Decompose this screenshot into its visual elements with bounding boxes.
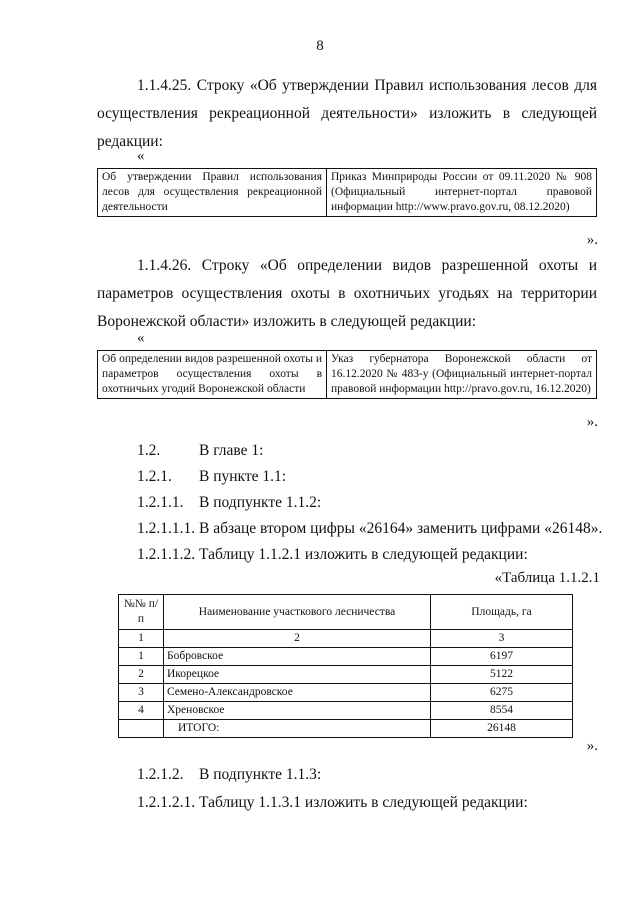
list-item (137, 466, 286, 488)
table-row (119, 666, 573, 684)
item-number: 1.2. (137, 442, 161, 459)
item-text: В пункте 1.1: (199, 468, 287, 485)
table-header-row (119, 595, 573, 630)
page-number: 8 (316, 38, 324, 54)
column-header-number: №№ п/п (119, 595, 164, 630)
table-row (119, 702, 573, 720)
act-name-cell: Об определении видов разрешенной охоты и параметров осуществления охоты в охотничьих угодий Воронежской области (98, 351, 327, 399)
item-text: Таблицу 1.1.3.1 изложить в следующей редакции: (199, 794, 528, 811)
open-quote-25: « (137, 148, 145, 164)
table-close-quote: ». (586, 738, 598, 754)
area-cell: 6197 (431, 648, 573, 666)
table-row (119, 648, 573, 666)
area-cell: 5122 (431, 666, 573, 684)
row-number-cell: 2 (119, 666, 164, 684)
item-number: 1.2.1. (137, 468, 172, 485)
act-source-cell: Приказ Минприроды России от 09.11.2020 № 908 (Официальный интернет-портал правовой информации http://www.pravo.gov.ru, 08.12.2020) (327, 169, 597, 217)
item-text: В подпункте 1.1.2: (199, 494, 322, 511)
paragraph-1-1-4-26: 1.1.4.26. Строку «Об определении видов разрешенной охоты и параметров осуществления охоты в охотничьих угодьях на территории Воронежской области» изложить в следующей редакции: (97, 257, 597, 330)
row-number-cell: 4 (119, 702, 164, 720)
item-text: В подпункте 1.1.3: (199, 766, 322, 783)
table-caption: «Таблица 1.1.2.1 (494, 570, 600, 586)
reference-table-25 (97, 168, 597, 217)
numbering-cell: 1 (119, 630, 164, 648)
table-row (98, 169, 597, 217)
item-number: 1.2.1.1. (137, 494, 184, 511)
reference-table-26 (97, 350, 597, 399)
item-number: 1.2.1.1.1. (137, 520, 196, 537)
table-row (98, 351, 597, 399)
numbering-cell: 3 (431, 630, 573, 648)
empty-cell (119, 720, 164, 738)
total-value-cell: 26148 (431, 720, 573, 738)
column-header-area: Площадь, га (431, 595, 573, 630)
act-name-cell: Об утверждении Правил использования лесов для осуществления рекреационной деятельности (98, 169, 327, 217)
item-text: В абзаце втором цифры «26164» заменить цифрами «26148». (199, 520, 603, 537)
total-label-cell: ИТОГО: (164, 720, 431, 738)
table-row (119, 684, 573, 702)
close-quote-25: ». (586, 232, 598, 248)
item-number: 1.2.1.2. (137, 766, 184, 783)
forestry-name-cell: Бобровское (164, 648, 431, 666)
list-item (137, 518, 602, 540)
row-number-cell: 1 (119, 648, 164, 666)
forestry-name-cell: Хреновское (164, 702, 431, 720)
row-number-cell: 3 (119, 684, 164, 702)
item-number: 1.2.1.2.1. (137, 794, 196, 811)
area-cell: 8554 (431, 702, 573, 720)
list-item (137, 544, 528, 566)
forestry-area-table (118, 594, 573, 738)
item-number: 1.2.1.1.2. (137, 546, 196, 563)
forestry-name-cell: Икорецкое (164, 666, 431, 684)
act-source-cell: Указ губернатора Воронежской области от 16.12.2020 № 483-у (Официальный интернет-портал правовой информации http://pravo.gov.ru, 16.12.2020) (327, 351, 597, 399)
open-quote-26: « (137, 330, 145, 346)
table-total-row (119, 720, 573, 738)
numbering-cell: 2 (164, 630, 431, 648)
list-item (137, 440, 263, 462)
table-numbering-row (119, 630, 573, 648)
list-item (137, 492, 321, 514)
forestry-name-cell: Семено-Александровское (164, 684, 431, 702)
list-item (137, 764, 321, 786)
paragraph-1-1-4-25: 1.1.4.25. Строку «Об утверждении Правил использования лесов для осуществления рекреационной деятельности» изложить в следующей редакции: (97, 77, 597, 150)
item-text: В главе 1: (199, 442, 264, 459)
list-item (137, 792, 528, 814)
area-cell: 6275 (431, 684, 573, 702)
item-text: Таблицу 1.1.2.1 изложить в следующей редакции: (199, 546, 528, 563)
column-header-name: Наименование участкового лесничества (164, 595, 431, 630)
close-quote-26: ». (586, 414, 598, 430)
